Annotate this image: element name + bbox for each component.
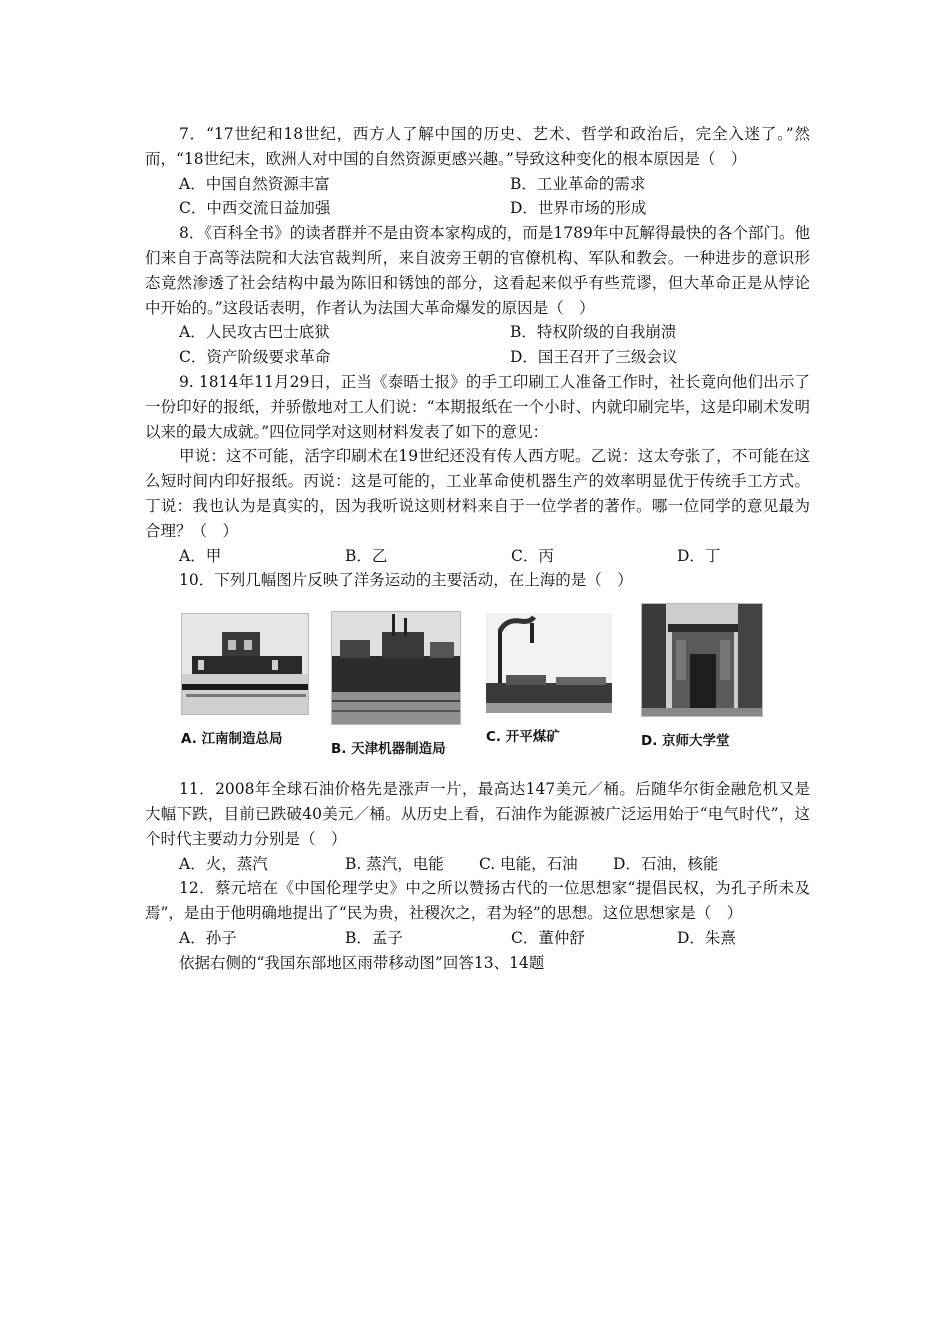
- q12-options: [145, 926, 810, 951]
- q12-option-a[interactable]: A．孙子: [179, 928, 237, 947]
- q10-caption-d: D. 京师大学堂: [641, 733, 730, 750]
- q11-stem: 11．2008年全球石油价格先是涨声一片，最高达147美元／桶。后随华尔街金融危机又是大幅下跌，目前已跌破40美元／桶。从历史上看，石油作为能源被广泛运用始于“电气时代”，这个时代主要动力分别是（ ）: [145, 780, 810, 848]
- q8-options-row2: [145, 345, 810, 370]
- q10-caption-a: A. 江南制造总局: [181, 731, 283, 748]
- gate-photo-icon: [641, 603, 763, 717]
- q7-options-row2: [145, 196, 810, 221]
- q7-option-b[interactable]: B．工业革命的需求: [510, 174, 646, 193]
- exam-page: [145, 122, 810, 976]
- q8-option-a[interactable]: A．人民攻古巴士底狱: [179, 323, 330, 342]
- q11-options: [145, 852, 810, 877]
- q9-option-c[interactable]: C．丙: [511, 546, 554, 565]
- spacer: [145, 765, 810, 777]
- q9-opinions: 甲说：这不可能，活字印刷术在19世纪还没有传人西方呢。乙说：这太夸张了，不可能在这么短时间内印好报纸。丙说：这是可能的，工业革命使机器生产的效率明显优于传统手工方式。丁说：我也认为是真实的，因为我听说这则材料来自于一位学者的著作。哪一位同学的意见最为合理？（ ）: [145, 447, 810, 540]
- q8-options-row1: [145, 320, 810, 345]
- q7-option-c[interactable]: C．中西交流日益加强: [179, 199, 331, 218]
- q11-option-b[interactable]: B. 蒸汽，电能: [345, 854, 444, 873]
- mine-photo-icon: [486, 613, 612, 713]
- q10-caption-c: C. 开平煤矿: [486, 729, 560, 746]
- q8-stem: 8．《百科全书》的读者群并不是由资本家构成的，而是1789年中瓦解得最快的各个部门。他们来自于高等法院和大法官裁判所，来自波旁王朝的官僚机构、军队和教会。一种进步的意识形态竟然渗透了社会结构中最为陈旧和锈蚀的部分，这看起来似乎有些荒谬，但大革命正是从悖论中开始的。”这段话表明，作者认为法国大革命爆发的原因是（ ）: [145, 224, 810, 317]
- q8-option-c[interactable]: C．资产阶级要求革命: [179, 348, 331, 367]
- q10-stem: 10．下列几幅图片反映了洋务运动的主要活动，在上海的是（ ）: [179, 571, 633, 590]
- q10-figures: [145, 597, 810, 765]
- q9-options: [145, 544, 810, 569]
- q13-intro: 依据右侧的“我国东部地区雨带移动图”回答13、14题: [179, 953, 545, 972]
- q9-option-a[interactable]: A．甲: [179, 546, 222, 565]
- factory-photo-icon: [181, 613, 309, 715]
- q7-stem: 7．“17世纪和18世纪，西方人了解中国的历史、艺术、哲学和政治后，完全入迷了。”然而，“18世纪末，欧洲人对中国的自然资源更感兴趣。”导致这种变化的根本原因是（ ）: [145, 125, 810, 168]
- q9-option-d[interactable]: D．丁: [677, 546, 721, 565]
- q9-option-b[interactable]: B．乙: [345, 546, 388, 565]
- q11-option-a[interactable]: A．火，蒸汽: [179, 854, 268, 873]
- q12-option-b[interactable]: B．孟子: [345, 928, 403, 947]
- q8-option-d[interactable]: D．国王召开了三级会议: [510, 348, 678, 367]
- q10-figure-c[interactable]: [486, 613, 626, 750]
- q7-options-row1: [145, 172, 810, 197]
- q12-option-d[interactable]: D．朱熹: [677, 928, 736, 947]
- arsenal-photo-icon: [331, 611, 461, 725]
- q7-option-a[interactable]: A．中国自然资源丰富: [179, 174, 330, 193]
- q8-option-b[interactable]: B．特权阶级的自我崩溃: [510, 323, 677, 342]
- q11-option-d[interactable]: D．石油，核能: [613, 854, 719, 873]
- q9-stem: 9. 1814年11月29日，正当《泰晤士报》的手工印刷工人准备工作时，社长竟向他们出示了一份印好的报纸，并骄傲地对工人们说：“本期报纸在一个小时、内就印刷完毕，这是印刷术发明以来的最大成就。”四位同学对这则材料发表了如下的意见：: [145, 372, 810, 441]
- q11-option-c[interactable]: C. 电能，石油: [479, 854, 578, 873]
- q10-caption-b: B. 天津机器制造局: [331, 741, 446, 758]
- q10-figure-b[interactable]: [331, 611, 471, 762]
- q10-figure-a[interactable]: [181, 613, 321, 752]
- q12-stem: 12．蔡元培在《中国伦理学史》中之所以赞扬古代的一位思想家“提倡民权，为孔子所未及焉”，是由于他明确地提出了“民为贵，社稷次之，君为轻”的思想。这位思想家是（ ）: [145, 879, 810, 923]
- q12-option-c[interactable]: C．董仲舒: [511, 928, 585, 947]
- q10-figure-d[interactable]: [641, 603, 781, 754]
- q7-option-d[interactable]: D．世界市场的形成: [510, 199, 647, 218]
